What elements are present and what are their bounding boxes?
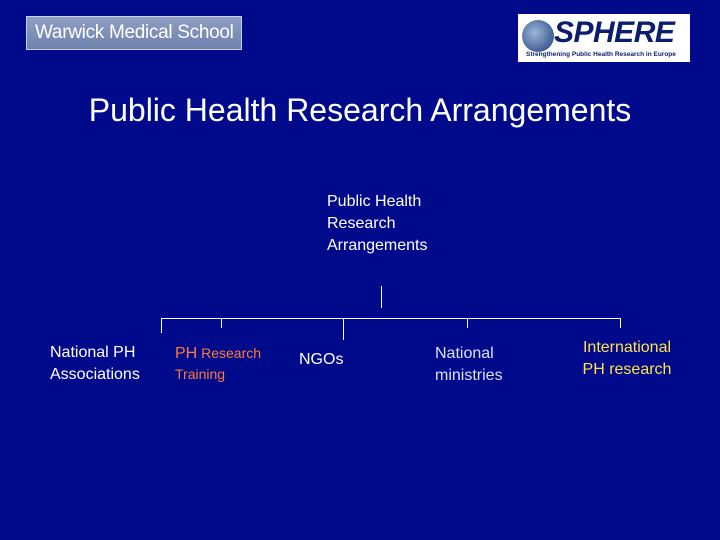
child-connector-3 [343,318,344,340]
node-4-line1: National [435,345,494,362]
node-2-line1 [175,343,261,364]
node-5-line1: International [582,339,672,356]
warwick-logo-text: Warwick Medical School [35,22,234,43]
node-2-prefix: PH [175,345,198,362]
sphere-tagline: Strengthening Public Health Research in Europe [526,51,676,58]
node-2-line2: Training [175,366,226,382]
root-node-line1: Public Health [327,193,422,210]
child-connector-4 [467,318,468,328]
root-node [327,191,477,257]
child-connector-2 [221,318,222,328]
sphere-brand-text: SPHERE [554,16,675,49]
node-national-ministries [435,343,503,387]
slide-title: Public Health Research Arrangements [88,92,632,128]
warwick-medical-school-logo [26,16,242,50]
globe-icon [522,20,554,52]
node-5-line2: PH research [582,361,672,378]
node-1-line1: National PH [50,344,136,361]
root-node-line3: Arrangements [327,237,428,254]
node-ph-research-training [175,343,261,385]
node-4-line2: ministries [435,367,503,384]
child-connector-5 [620,318,621,328]
node-ngos [299,349,343,371]
horizontal-connector-line [161,318,621,319]
root-node-line2: Research [327,215,396,232]
node-1-line2: Associations [50,366,140,383]
node-2-rest: Research [197,345,262,361]
child-connector-1 [161,318,162,333]
node-3-line1: NGOs [299,351,344,368]
node-international-ph-research [572,337,682,381]
root-connector-line [381,286,382,308]
sphere-logo [518,14,690,62]
node-national-ph-associations [50,342,140,386]
